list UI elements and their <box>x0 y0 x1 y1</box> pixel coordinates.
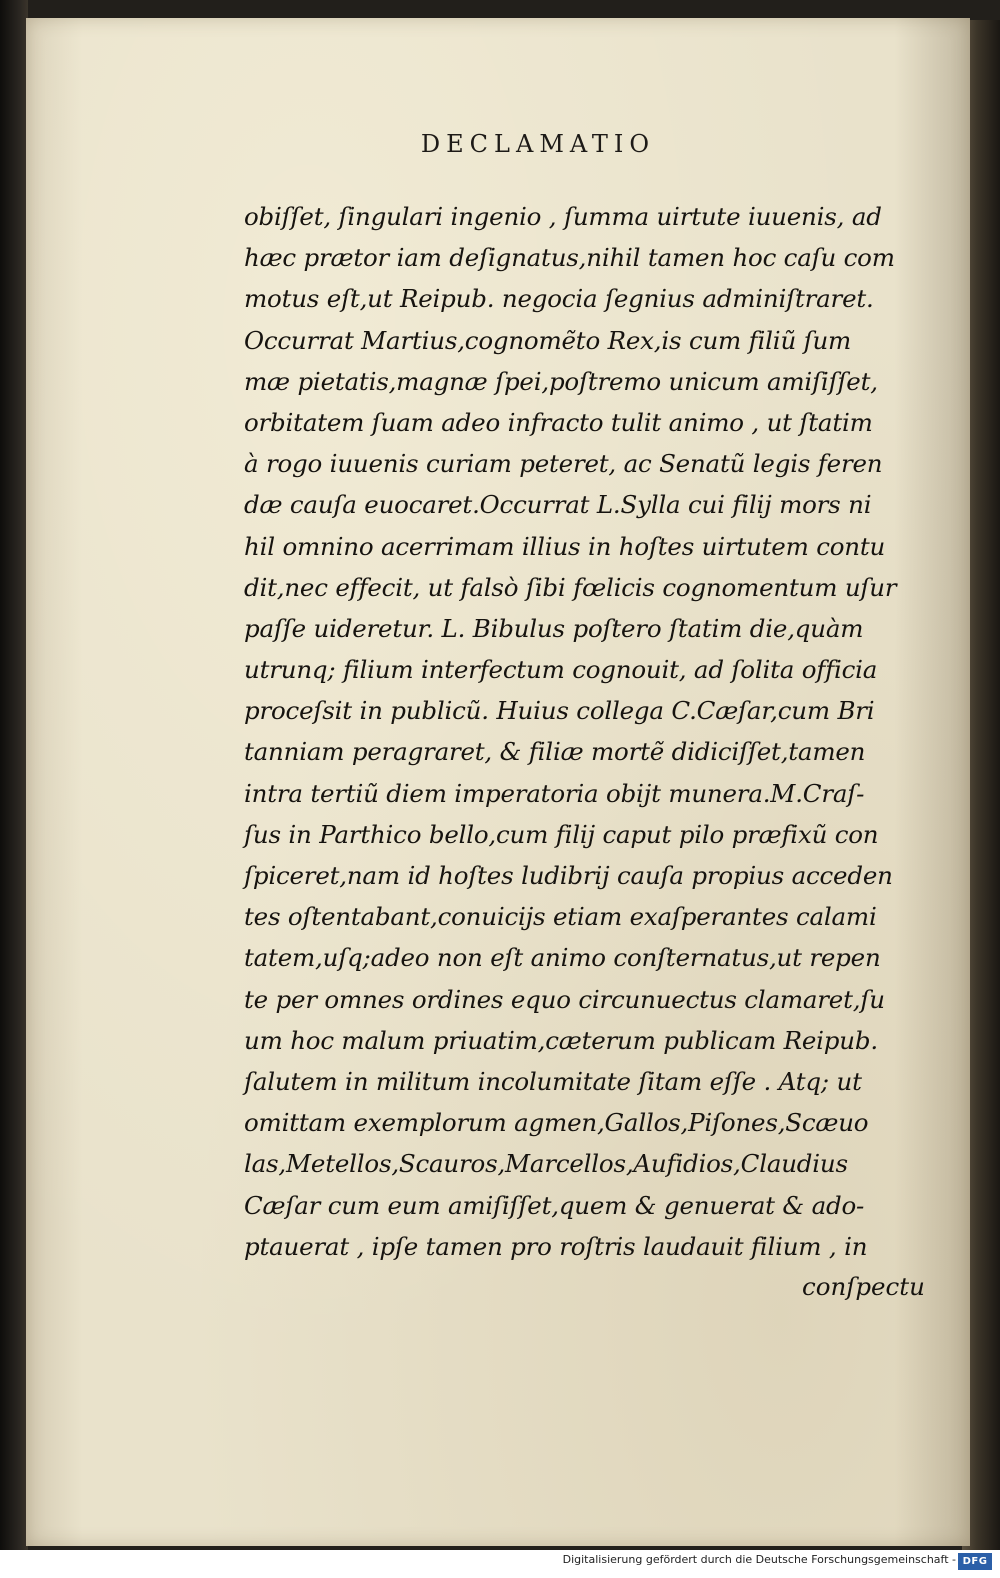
text-line: proceſsit in publicũ. Huius collega C.Cæſar,cum Bri <box>244 696 875 726</box>
body-text <box>244 196 924 1267</box>
text-line: intra tertiũ diem imperatoria obijt munera.M.Craſ- <box>244 778 865 808</box>
dfg-logo: DFG <box>958 1553 992 1570</box>
text-line: hil omnino acerrimam illius in hoſtes uirtutem contu <box>244 531 886 561</box>
text-line: dit,nec effecit, ut falsò ſibi fœlicis cognomentum uſur <box>244 572 897 602</box>
text-line: Cæſar cum eum amiſiſſet,quem & genuerat & ado- <box>244 1190 865 1220</box>
text-line: omittam exemplorum agmen,Gallos,Piſones,Scæuo <box>244 1108 869 1138</box>
text-line: utrunq; filium interfectum cognouit, ad ſolita officia <box>244 655 878 685</box>
book-page <box>26 18 970 1546</box>
book-gutter-edge <box>0 0 28 1550</box>
text-line: tes oſtentabant,conuicijs etiam exaſperantes calami <box>244 902 877 932</box>
text-line: te per omnes ordines equo circunuectus clamaret,ſu <box>244 984 885 1014</box>
text-line: à rogo iuuenis curiam peteret, ac Senatũ legis feren <box>244 449 883 479</box>
text-line: ſalutem in militum incolumitate ſitam eſſe . Atq; ut <box>244 1066 862 1096</box>
text-line: ptauerat , ipſe tamen pro roſtris laudauit filium , in <box>244 1231 868 1261</box>
text-line: paſſe uideretur. L. Bibulus poſtero ſtatim die,quàm <box>244 613 864 643</box>
text-line: mæ pietatis,magnæ ſpei,poſtremo unicum amiſiſſet, <box>244 366 878 396</box>
text-line: Occurrat Martius,cognomẽto Rex,is cum filiũ ſum <box>244 325 852 355</box>
text-line: orbitatem ſuam adeo infracto tulit animo , ut ſtatim <box>244 407 873 437</box>
text-line: ſpiceret,nam id hoſtes ludibrij cauſa propius acceden <box>244 861 893 890</box>
text-line: um hoc malum priuatim,cæterum publicam Reipub. <box>244 1025 878 1055</box>
running-head: DECLAMATIO <box>420 130 656 158</box>
text-line: hæc prætor iam deſignatus,nihil tamen hoc caſu com <box>244 243 895 273</box>
text-line: dæ cauſa euocaret.Occurrat L.Sylla cui filij mors ni <box>244 490 872 520</box>
text-line: tanniam peragraret, & filiæ mortẽ didiciſſet,tamen <box>244 737 866 767</box>
text-line: tatem,uſq;adeo non eſt animo conſternatus,ut repen <box>244 943 881 973</box>
text-line: obiſſet, ſingulari ingenio , ſumma uirtute iuuenis, ad <box>244 202 882 231</box>
text-line: las,Metellos,Scauros,Marcellos,Aufidios,Claudius <box>244 1149 848 1179</box>
catchword: conſpectu <box>802 1272 925 1301</box>
text-line: motus eſt,ut Reipub. negocia ſegnius adminiſtraret. <box>244 284 874 314</box>
footer-credit: Digitalisierung gefördert durch die Deutsche Forschungsgemeinschaft - <box>562 1553 956 1566</box>
text-line: ſus in Parthico bello,cum filij caput pilo præfixũ con <box>244 819 879 849</box>
